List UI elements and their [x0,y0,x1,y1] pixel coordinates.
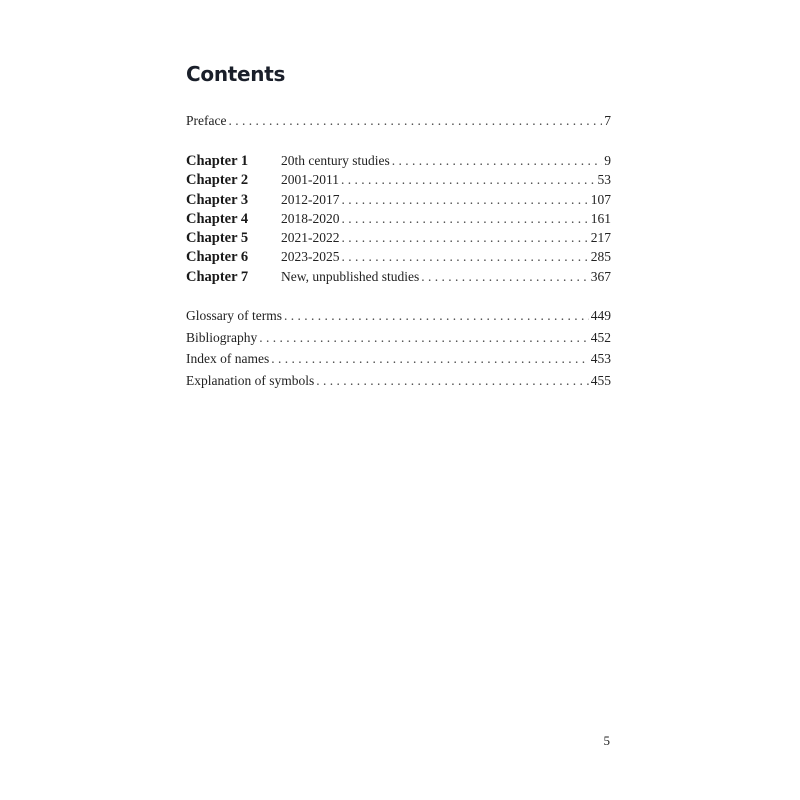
entry-page-number: 161 [590,210,611,226]
entry-page-number: 453 [590,351,611,367]
chapter-label: Chapter 4 [186,210,249,227]
dot-leader [271,348,589,370]
toc-entry-chapter-3 [186,190,611,209]
entry-page-number: 285 [590,249,611,265]
dot-leader [341,170,596,189]
toc-entry-chapter-4 [186,209,611,228]
chapter-label: Chapter 1 [186,153,249,169]
entry-title: Bibliography [186,329,258,345]
toc-entry-chapter-7 [186,267,611,286]
entry-title: New, unpublished studies [281,268,420,284]
dot-leader [421,267,589,286]
dot-leader [284,305,589,327]
entry-page-number: 367 [590,268,611,284]
entry-title: 2023-2025 [281,249,340,265]
toc-entry-glossary [186,305,611,327]
chapter-label: Chapter 6 [186,249,249,266]
entry-page-number: 455 [590,373,611,389]
entry-page-number: 449 [590,308,611,323]
page-number-footer: 5 [603,733,610,748]
dot-leader [392,151,603,170]
entry-page-number: 53 [597,172,611,188]
toc-entry-chapter-2 [186,170,611,189]
toc-entry-chapter-6 [186,247,611,266]
entry-page-number: 107 [590,191,611,207]
chapter-label: Chapter 5 [186,230,249,247]
front-matter-list [186,111,611,130]
dot-leader [342,247,589,266]
entry-title: 2021-2022 [281,230,340,246]
dot-leader [342,209,589,228]
entry-title: Index of names [186,351,270,367]
toc-entry-explanation-of-symbols [186,370,611,392]
dot-leader [259,327,589,349]
entry-page-number: 452 [590,329,611,345]
entry-page-number: 9 [604,153,611,168]
chapter-label: Chapter 7 [186,268,249,285]
page-title: Contents [186,62,286,86]
toc-entry-preface [186,111,611,130]
back-matter-list [186,305,611,392]
entry-page-number: 7 [604,113,611,128]
toc-entry-index-of-names [186,348,611,370]
toc-entry-chapter-5 [186,228,611,247]
entry-title: Explanation of symbols [186,373,315,389]
dot-leader [342,190,589,209]
toc-entry-chapter-1 [186,151,611,170]
entry-title: 2001-2011 [281,172,339,188]
dot-leader [342,228,589,247]
dot-leader [316,370,589,392]
entry-title: 2018-2020 [281,210,340,226]
entry-title: Preface [186,113,227,128]
entry-title: Glossary of terms [186,308,282,323]
entry-page-number: 217 [590,230,611,246]
entry-title: 2012-2017 [281,191,340,207]
entry-title: 20th century studies [281,153,390,168]
chapter-label: Chapter 3 [186,191,249,208]
toc-entry-bibliography [186,327,611,349]
chapter-list [186,151,611,286]
chapter-label: Chapter 2 [186,172,249,189]
dot-leader [228,111,602,130]
